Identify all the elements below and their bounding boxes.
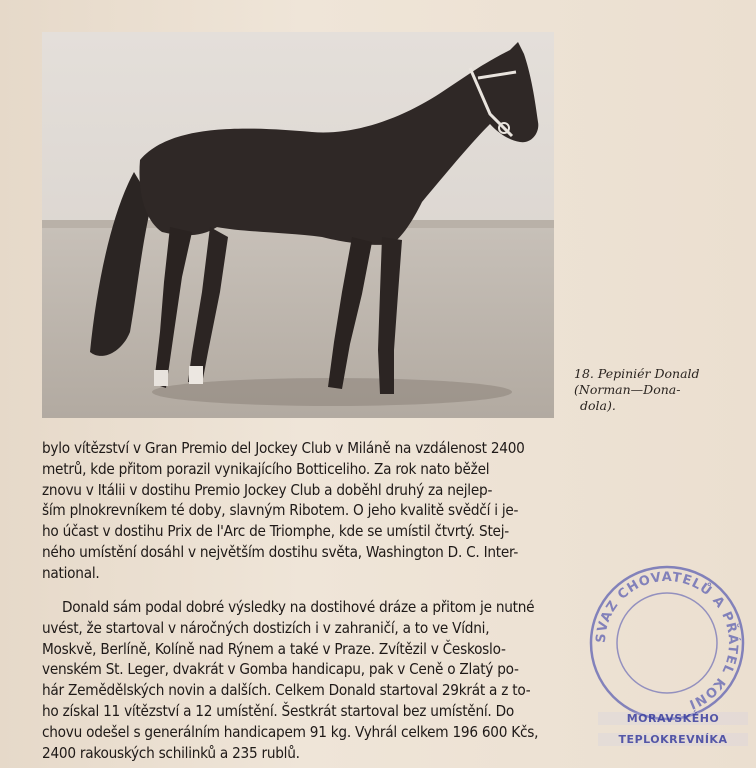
text-line: 2400 rakouských schilinků a 235 rublů. [42, 743, 300, 762]
caption-line: dola). [580, 398, 616, 413]
text-line: chovu odešel s generálním handicapem 91 kg. Vyhrál celkem 196 600 Kčs, [42, 722, 539, 741]
horse-photo-image [42, 32, 554, 418]
text-line: uvést, že startoval v náročných dostizích i v zahraničí, a to ve Vídni, [42, 618, 490, 637]
text-line: ším plnokrevníkem té doby, slavným Ribotem. O jeho kvalitě svědčí i je- [42, 501, 519, 520]
caption-line: 18. Pepiniér Donald [574, 366, 700, 381]
stamp-ring-text: SVAZ CHOVATELŮ A PŘÁTEL KONÍ [593, 569, 741, 712]
library-stamp [584, 560, 750, 726]
text-line: Donald sám podal dobré výsledky na dostihové dráze a přitom je nutné [62, 598, 535, 616]
text-line: hár Zemědělských novin a dalších. Celkem Donald startoval 29krát a z to- [42, 681, 531, 700]
text-line: ho účast v dostihu Prix de l'Arc de Triomphe, kde se umístil čtvrtý. Stej- [42, 522, 509, 541]
text-line: national. [42, 563, 100, 582]
text-line: znovu v Itálii v dostihu Premio Jockey Club a doběhl druhý za nejlep- [42, 480, 493, 499]
svg-text:SVAZ CHOVATELŮ A PŘÁTEL KONÍ [594, 570, 741, 713]
photo-caption [574, 366, 746, 414]
stamp-label-line2: TEPLOKREVNÍKA [598, 733, 748, 746]
text-line: ho získal 11 vítězství a 12 umístění. Šestkrát startoval bez umístění. Do [42, 701, 514, 720]
text-line: ného umístění dosáhl v největším dostihu světa, Washington D. C. Inter- [42, 542, 519, 561]
caption-line: (Norman—Dona- [574, 382, 681, 397]
text-line: Moskvě, Berlíně, Kolíně nad Rýnem a také v Praze. Zvítězil v Českoslo- [42, 639, 506, 658]
text-line: bylo vítězství v Gran Premio del Jockey Club v Miláně na vzdálenost 2400 [42, 439, 525, 457]
stamp-label-line1: MORAVSKÉHO [598, 712, 748, 725]
text-line: venském St. Leger, dvakrát v Gomba handicapu, pak v Ceně o Zlatý po- [42, 660, 519, 679]
horse-photograph [42, 32, 554, 418]
text-line: metrů, kde přitom porazil vynikajícího Botticeliho. Za rok nato běžel [42, 459, 490, 478]
